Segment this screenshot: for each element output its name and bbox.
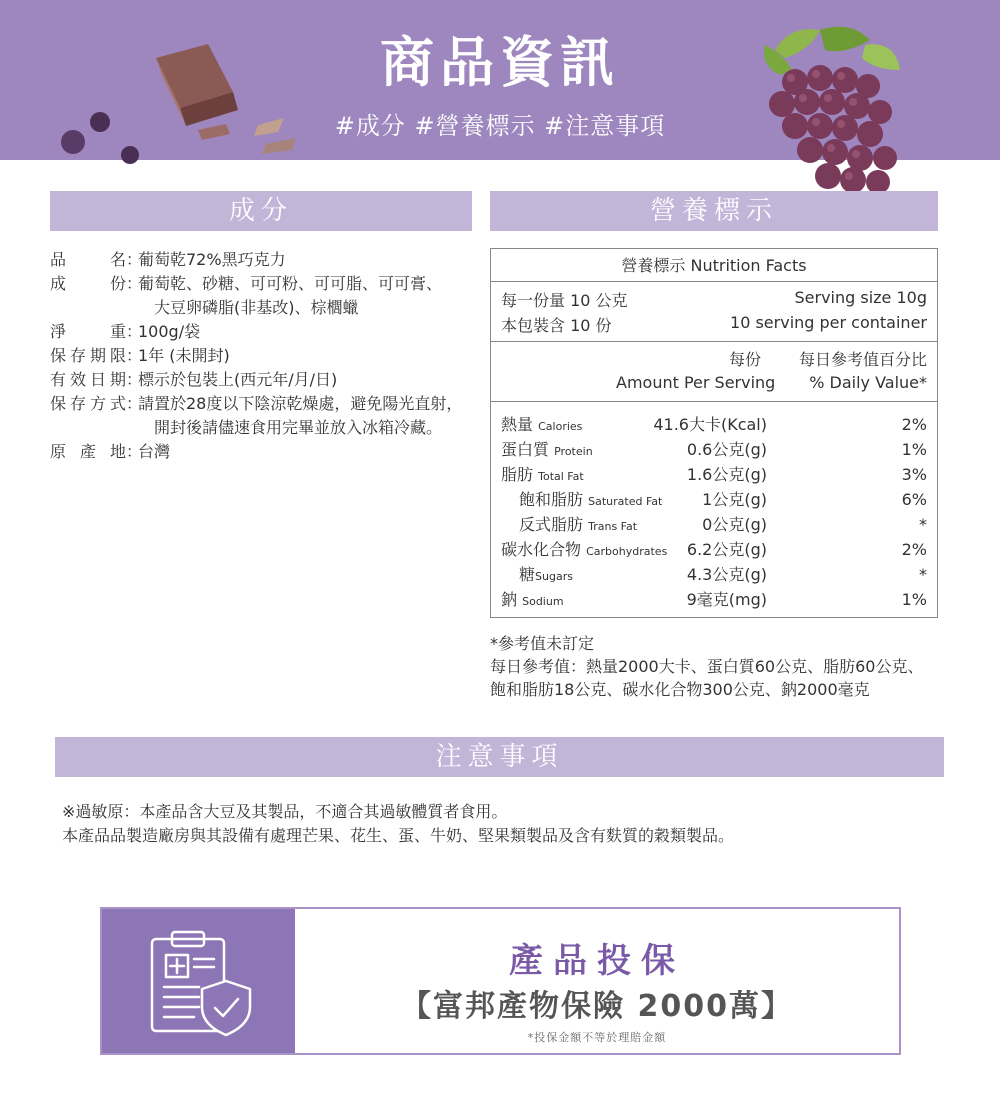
ingredient-value: 1年 (未開封) (138, 346, 230, 365)
nutrient-row (491, 412, 937, 437)
notes-text (62, 800, 942, 848)
ingredient-row: 淨重 ： 100g/袋 (50, 320, 480, 344)
daily-value-en: % Daily Value* (809, 373, 927, 392)
nutrient-dv: 6% (901, 490, 927, 509)
nutrient-name: 熱量 Calories (501, 415, 583, 434)
nutrient-rows (491, 402, 937, 612)
ingredient-value: 葡萄乾72%黑巧克力 (138, 250, 286, 269)
insurance-title: 產品投保 (509, 941, 685, 981)
ingredient-value (138, 272, 480, 320)
ingredient-row: 有效日期 ： 標示於包裝上(西元年/月/日) (50, 368, 480, 392)
ingredient-value (138, 392, 480, 440)
nutrient-row (491, 437, 937, 462)
ingredient-row: 成份 ： 葡萄乾、砂糖、可可粉、可可脂、可可膏、 大豆卵磷脂(非基改)、棕櫚蠟 (50, 272, 480, 320)
nutrient-name: 糖Sugars (519, 565, 573, 584)
nutrient-row (491, 512, 937, 537)
note-line: ※過敏原：本產品含大豆及其製品，不適合其過敏體質者食用。 (62, 802, 508, 821)
nutrient-row (491, 562, 937, 587)
nutrient-amount: 9毫克(mg) (686, 590, 767, 609)
nutrient-row (491, 462, 937, 487)
footnote-line: 飽和脂肪18公克、碳水化合物300公克、鈉2000毫克 (490, 680, 870, 699)
grape-illustration (750, 20, 910, 210)
ingredient-value-line: 請置於28度以下陰涼乾燥處，避免陽光直射， (138, 394, 463, 413)
nutrient-name: 鈉 Sodium (501, 590, 564, 609)
nutrient-row (491, 587, 937, 612)
ingredient-row: 品名 ： 葡萄乾72%黑巧克力 (50, 248, 480, 272)
nutrient-dv: 3% (901, 465, 927, 484)
nutrition-table (490, 248, 938, 618)
nutrient-dv: 1% (901, 440, 927, 459)
daily-value-zh: 每日參考值百分比 (798, 350, 927, 369)
servings-en: 10 serving per container (730, 313, 927, 332)
servings-zh: 本包裝含 10 份 (501, 316, 612, 335)
notes-heading: 注意事項 (55, 737, 944, 777)
ingredient-label: 有效日期 (50, 370, 126, 389)
amount-header (491, 342, 937, 402)
footnote-line: *參考值未訂定 (490, 634, 595, 653)
nutrient-dv: 2% (901, 415, 927, 434)
footnote-line: 每日參考值：熱量2000大卡、蛋白質60公克、脂肪60公克、 (490, 657, 924, 676)
nutrient-amount: 1公克(g) (702, 490, 767, 509)
nutrient-dv: * (919, 515, 927, 534)
header-banner (0, 0, 1000, 160)
per-serving-zh: 每份 (729, 350, 762, 369)
nutrient-name: 脂肪 Total Fat (501, 465, 584, 484)
insurance-note: *投保金額不等於理賠金額 (527, 1031, 667, 1044)
nutrient-amount: 41.6大卡(Kcal) (653, 415, 767, 434)
clipboard-shield-icon (144, 929, 259, 1039)
serving-size-en: Serving size 10g (794, 288, 927, 307)
nutrient-amount: 4.3公克(g) (686, 565, 767, 584)
nutrient-row (491, 537, 937, 562)
header-tags: #成分 #營養標示 #注意事項 (334, 112, 666, 140)
insurance-box (100, 907, 901, 1055)
ingredient-value-line: 大豆卵磷脂(非基改)、棕櫚蠟 (154, 298, 359, 317)
nutrient-name: 蛋白質 Protein (501, 440, 593, 459)
ingredient-value-line: 開封後請儘速食用完畢並放入冰箱冷藏。 (154, 418, 443, 437)
nutrient-name: 反式脂肪 Trans Fat (519, 515, 638, 534)
nutrition-heading: 營養標示 (490, 191, 938, 231)
nutrient-amount: 6.2公克(g) (686, 540, 767, 559)
serving-info (491, 282, 937, 342)
note-line: 本產品品製造廠房與其設備有處理芒果、花生、蛋、牛奶、堅果類製品及含有麩質的穀類製品。 (62, 826, 735, 845)
nutrition-table-title: 營養標示 Nutrition Facts (491, 249, 937, 282)
nutrient-name: 飽和脂肪 Saturated Fat (519, 490, 663, 509)
nutrient-name: 碳水化合物 Carbohydrates (501, 540, 668, 559)
nutrient-row (491, 487, 937, 512)
ingredient-row: 原產地 ： 台灣 (50, 440, 480, 464)
ingredient-value-line: 葡萄乾、砂糖、可可粉、可可脂、可可膏、 (138, 274, 443, 293)
ingredient-label: 品名 (50, 250, 126, 269)
nutrient-dv: 2% (901, 540, 927, 559)
ingredient-label: 淨重 (50, 322, 126, 341)
insurance-icon-panel (102, 909, 295, 1053)
ingredient-value: 台灣 (138, 442, 171, 461)
nutrient-amount: 1.6公克(g) (686, 465, 767, 484)
nutrient-amount: 0公克(g) (702, 515, 767, 534)
ingredient-row: 保存方式 ： 請置於28度以下陰涼乾燥處，避免陽光直射， 開封後請儘速食用完畢並放入冰箱冷藏。 (50, 392, 480, 440)
ingredients-list (50, 248, 480, 464)
page-title: 商品資訊 (380, 31, 620, 94)
insurance-main: 【富邦產物保險 2000萬】 (401, 989, 793, 1024)
nutrition-footnote (490, 632, 950, 701)
ingredient-label: 保存期限 (50, 346, 126, 365)
ingredient-label: 成份 (50, 274, 126, 293)
ingredient-row: 保存期限 ： 1年 (未開封) (50, 344, 480, 368)
nutrient-dv: * (919, 565, 927, 584)
ingredient-label: 原產地 (50, 442, 126, 461)
ingredient-value: 100g/袋 (138, 322, 201, 341)
per-serving-en: Amount Per Serving (616, 373, 776, 392)
nutrient-amount: 0.6公克(g) (686, 440, 767, 459)
ingredient-label: 保存方式 (50, 394, 126, 413)
serving-size-zh: 每一份量 10 公克 (501, 291, 628, 310)
ingredients-heading: 成分 (50, 191, 472, 231)
nutrient-dv: 1% (901, 590, 927, 609)
ingredient-value: 標示於包裝上(西元年/月/日) (138, 370, 338, 389)
